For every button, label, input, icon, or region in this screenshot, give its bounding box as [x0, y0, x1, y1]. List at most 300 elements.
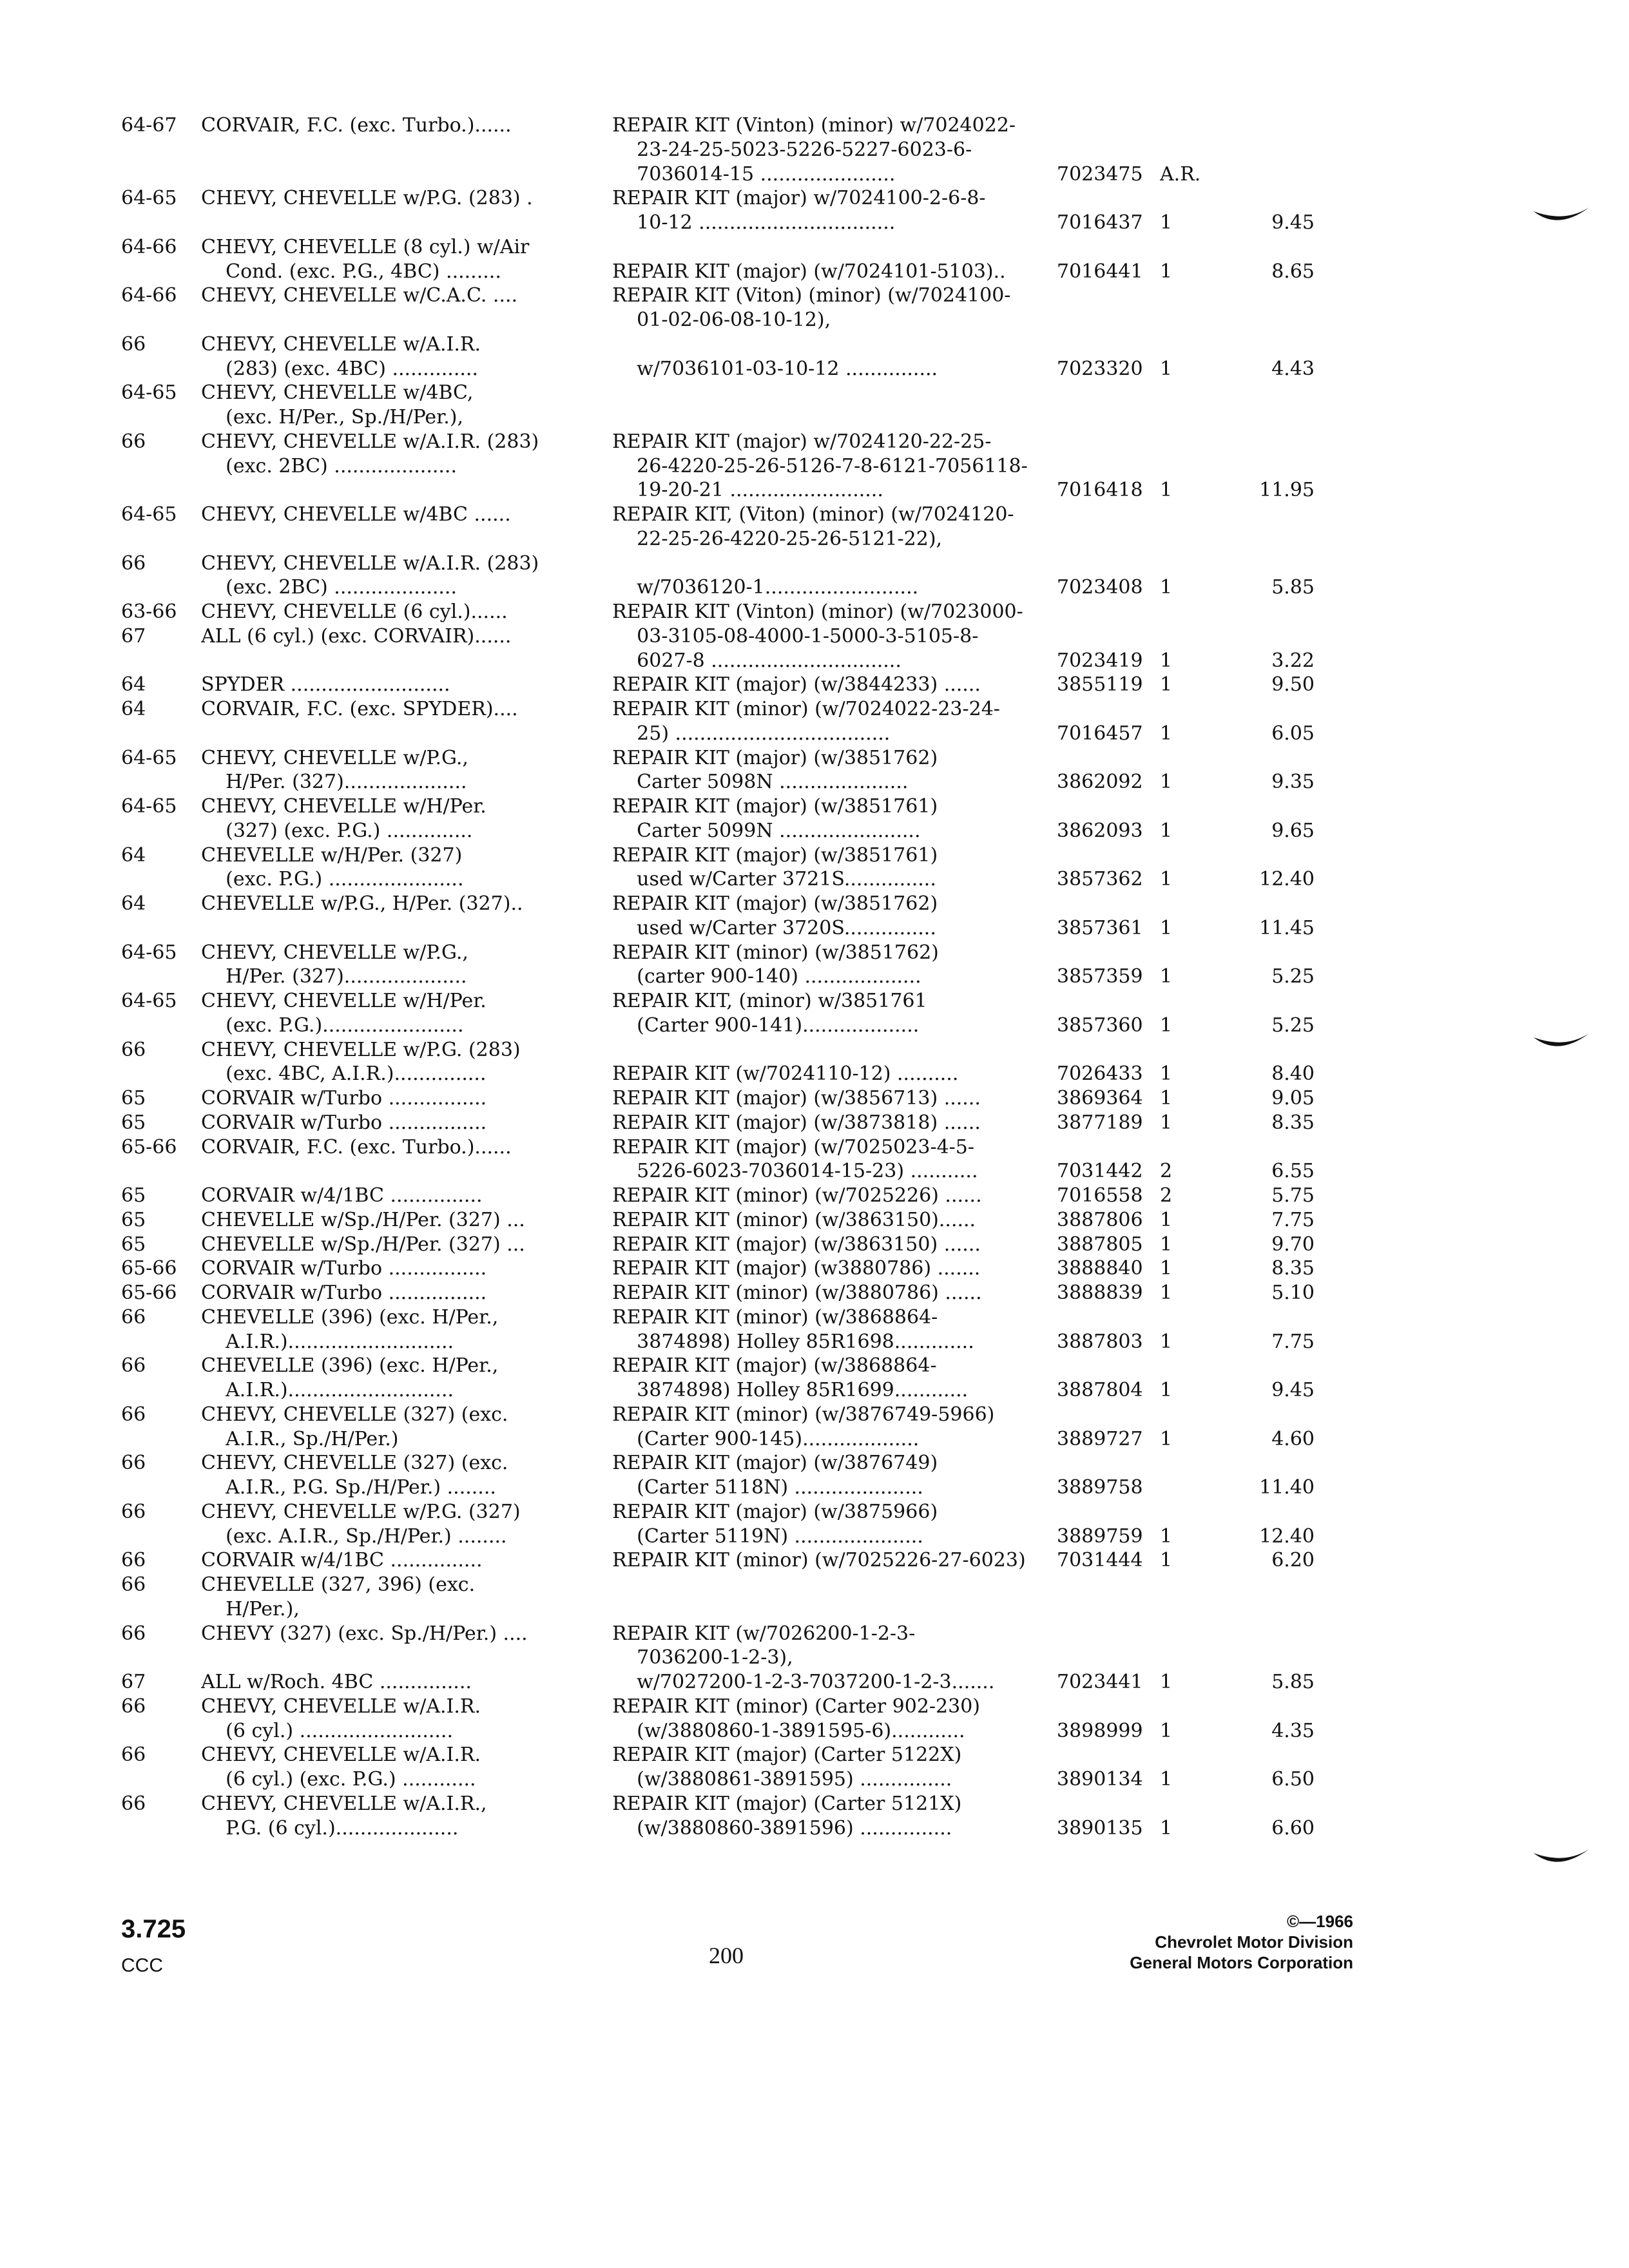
- table-row: [0, 478, 1629, 502]
- entry-quantity: 2: [1160, 1184, 1173, 1207]
- entry-description: w/7036101-03-10-12 ...............: [612, 358, 938, 380]
- table-row: [0, 1719, 1629, 1743]
- entry-model: SPYDER ..........................: [201, 673, 450, 696]
- entry-description: Carter 5099N .......................: [612, 820, 921, 842]
- entry-price: 6.20: [1271, 1549, 1315, 1571]
- entry-year: 66: [121, 1354, 146, 1377]
- entry-year: 66: [121, 1744, 146, 1766]
- entry-description: 03-3105-08-4000-1-5000-3-5105-8-: [612, 625, 979, 648]
- division-name: Chevrolet Motor Division: [1155, 1932, 1353, 1952]
- entry-model: Cond. (exc. P.G., 4BC) .........: [201, 260, 501, 283]
- entry-year: 64: [121, 844, 146, 867]
- entry-description: REPAIR KIT (major) (w/7024101-5103)..: [612, 260, 1006, 283]
- entry-year: 66: [121, 1306, 146, 1329]
- entry-price: 9.70: [1271, 1233, 1315, 1256]
- entry-part-number: 3869364: [1057, 1087, 1143, 1110]
- entry-year: 65: [121, 1087, 146, 1110]
- entry-part-number: 3887804: [1057, 1379, 1143, 1401]
- table-row: [0, 503, 1629, 526]
- entry-description: REPAIR KIT (major) (w/3851761): [612, 844, 938, 867]
- entry-part-number: 7016558: [1057, 1184, 1143, 1207]
- entry-price: 6.05: [1271, 722, 1315, 745]
- entry-year: 66: [121, 552, 146, 575]
- entry-part-number: 7031444: [1057, 1549, 1143, 1571]
- entry-model: CORVAIR w/Turbo ................: [201, 1111, 487, 1134]
- entry-year: 64-65: [121, 747, 177, 769]
- table-row: [0, 1111, 1629, 1135]
- entry-description: 01-02-06-08-10-12),: [612, 309, 831, 331]
- entry-price: 6.60: [1271, 1817, 1315, 1840]
- entry-model: CORVAIR, F.C. (exc. SPYDER)....: [201, 698, 518, 720]
- entry-model: (6 cyl.) (exc. P.G.) ............: [201, 1768, 476, 1791]
- entry-part-number: 7016418: [1057, 479, 1143, 501]
- entry-model: CHEVY, CHEVELLE w/P.G.,: [201, 747, 468, 769]
- entry-model: CHEVELLE w/P.G., H/Per. (327)..: [201, 892, 523, 915]
- entry-model: CHEVY, CHEVELLE w/A.I.R. (283): [201, 430, 539, 453]
- entry-year: 65-66: [121, 1257, 177, 1280]
- table-row: [0, 916, 1629, 940]
- entry-description: REPAIR KIT (minor) (w/3863150)......: [612, 1209, 976, 1231]
- entry-description: 7036200-1-2-3),: [612, 1646, 793, 1669]
- entry-year: 66: [121, 1695, 146, 1718]
- entry-quantity: 1: [1160, 211, 1173, 234]
- entry-model: CHEVY, CHEVELLE w/4BC,: [201, 381, 474, 404]
- entry-description: REPAIR KIT (minor) (w/3876749-5966): [612, 1403, 995, 1426]
- table-row: [0, 381, 1629, 405]
- table-row: [0, 1135, 1629, 1159]
- entry-price: 9.50: [1271, 673, 1315, 696]
- entry-part-number: 3877189: [1057, 1111, 1143, 1134]
- entry-model: (283) (exc. 4BC) ..............: [201, 358, 478, 380]
- entry-model: CHEVELLE w/H/Per. (327): [201, 844, 463, 867]
- entry-year: 63-66: [121, 601, 177, 623]
- table-row: [0, 1014, 1629, 1037]
- entry-price: 6.50: [1271, 1768, 1315, 1791]
- entry-description: (Carter 900-141)...................: [612, 1014, 920, 1037]
- table-row: [0, 819, 1629, 843]
- entry-price: 8.35: [1271, 1111, 1315, 1134]
- entry-description: REPAIR KIT (major) (w/3844233) ......: [612, 673, 981, 696]
- entry-year: 64: [121, 892, 146, 915]
- table-row: [0, 284, 1629, 307]
- entry-price: 5.85: [1271, 576, 1315, 599]
- table-row: [0, 332, 1629, 356]
- entry-quantity: 2: [1160, 1160, 1173, 1182]
- entry-model: CHEVELLE w/Sp./H/Per. (327) ...: [201, 1233, 525, 1256]
- entry-model: (exc. 2BC) ....................: [201, 455, 458, 477]
- table-row: [0, 1354, 1629, 1378]
- entry-part-number: 7023475: [1057, 163, 1143, 186]
- table-row: [0, 1670, 1629, 1694]
- entry-model: CHEVY, CHEVELLE w/P.G. (327): [201, 1501, 521, 1523]
- entry-year: 64-66: [121, 236, 177, 258]
- table-row: [0, 1622, 1629, 1646]
- entry-description: w/7036120-1.........................: [612, 576, 919, 599]
- entry-part-number: 3888840: [1057, 1257, 1143, 1280]
- table-row: [0, 1256, 1629, 1280]
- entry-model: (327) (exc. P.G.) ..............: [201, 820, 473, 842]
- entry-model: CHEVY, CHEVELLE w/A.I.R.: [201, 1695, 481, 1718]
- entry-description: 22-25-26-4220-25-26-5121-22),: [612, 528, 943, 550]
- table-row: [0, 794, 1629, 818]
- table-row: [0, 746, 1629, 770]
- entry-model: CHEVY, CHEVELLE w/A.I.R. (283): [201, 552, 539, 575]
- entry-model: A.I.R.)...........................: [201, 1331, 454, 1353]
- entry-description: REPAIR KIT, (minor) w/3851761: [612, 990, 927, 1012]
- entry-description: REPAIR KIT (major) (Carter 5122X): [612, 1744, 962, 1766]
- entry-model: CHEVY, CHEVELLE (6 cyl.)......: [201, 601, 508, 623]
- entry-model: CORVAIR w/Turbo ................: [201, 1087, 487, 1110]
- entry-model: ALL (6 cyl.) (exc. CORVAIR)......: [201, 625, 512, 648]
- corporation-name: General Motors Corporation: [1130, 1953, 1353, 1972]
- entry-quantity: 1: [1160, 1087, 1173, 1110]
- entry-price: 4.35: [1271, 1720, 1315, 1742]
- table-row: [0, 1233, 1629, 1256]
- entry-part-number: 7016457: [1057, 722, 1143, 745]
- table-row: [0, 1403, 1629, 1427]
- entry-quantity: A.R.: [1160, 163, 1201, 186]
- entry-model: CHEVELLE (396) (exc. H/Per.,: [201, 1354, 499, 1377]
- entry-description: REPAIR KIT (major) (Carter 5121X): [612, 1792, 962, 1815]
- entry-description: REPAIR KIT (major) (w/3851761): [612, 795, 938, 818]
- margin-mark-icon: [1532, 1847, 1590, 1872]
- entry-quantity: 1: [1160, 1379, 1173, 1401]
- entry-year: 64-66: [121, 284, 177, 307]
- entry-quantity: 1: [1160, 1768, 1173, 1791]
- table-row: [0, 770, 1629, 794]
- entry-description: REPAIR KIT (minor) (w/7025226) ......: [612, 1184, 982, 1207]
- table-row: [0, 1208, 1629, 1232]
- entry-model: CORVAIR, F.C. (exc. Turbo.)......: [201, 1136, 512, 1158]
- entry-description: REPAIR KIT (major) w/7024120-22-25-: [612, 430, 992, 453]
- table-row: [0, 1062, 1629, 1086]
- entry-year: 66: [121, 1403, 146, 1426]
- entry-model: A.I.R., Sp./H/Per.): [201, 1428, 399, 1450]
- entry-part-number: 3887806: [1057, 1209, 1143, 1231]
- entry-description: REPAIR KIT (major) (w/3851762): [612, 892, 938, 915]
- entry-quantity: 1: [1160, 722, 1173, 745]
- entry-model: CHEVY, CHEVELLE w/A.I.R.,: [201, 1792, 487, 1815]
- entry-quantity: 1: [1160, 260, 1173, 283]
- entry-model: H/Per. (327)....................: [201, 965, 467, 988]
- entry-model: CHEVY, CHEVELLE (327) (exc.: [201, 1403, 508, 1426]
- entry-price: 12.40: [1259, 868, 1315, 890]
- entry-quantity: 1: [1160, 576, 1173, 599]
- entry-description: w/7027200-1-2-3-7037200-1-2-3.......: [612, 1671, 995, 1693]
- table-row: [0, 260, 1629, 284]
- entry-price: 9.45: [1271, 1379, 1315, 1401]
- entry-year: 65: [121, 1233, 146, 1256]
- entry-year: 66: [121, 1792, 146, 1815]
- entry-part-number: 7031442: [1057, 1160, 1143, 1182]
- entry-price: 5.75: [1271, 1184, 1315, 1207]
- entry-quantity: 1: [1160, 673, 1173, 696]
- table-row: [0, 1767, 1629, 1791]
- entry-quantity: 1: [1160, 649, 1173, 672]
- entry-description: REPAIR KIT (minor) (w/7025226-27-6023): [612, 1549, 1026, 1571]
- entry-part-number: 3862093: [1057, 820, 1143, 842]
- table-row: [0, 1451, 1629, 1475]
- table-row: [0, 843, 1629, 867]
- entry-model: CHEVY, CHEVELLE w/C.A.C. ....: [201, 284, 518, 307]
- entry-quantity: 1: [1160, 1282, 1173, 1304]
- entry-quantity: 1: [1160, 1331, 1173, 1353]
- table-row: [0, 941, 1629, 965]
- table-row: [0, 989, 1629, 1013]
- entry-year: 64-65: [121, 990, 177, 1012]
- entry-model: CHEVY, CHEVELLE w/P.G.,: [201, 941, 468, 964]
- entry-year: 65: [121, 1209, 146, 1231]
- entry-price: 11.40: [1259, 1476, 1315, 1499]
- table-row: [0, 138, 1629, 162]
- entry-model: CHEVY, CHEVELLE w/A.I.R.: [201, 1744, 481, 1766]
- entry-year: 64: [121, 673, 146, 696]
- entry-description: 5226-6023-7036014-15-23) ...........: [612, 1160, 978, 1182]
- table-row: [0, 673, 1629, 697]
- entry-year: 66: [121, 1452, 146, 1474]
- entry-price: 9.65: [1271, 820, 1315, 842]
- table-row: [0, 722, 1629, 745]
- entry-model: A.I.R., P.G. Sp./H/Per.) ........: [201, 1476, 496, 1499]
- entry-year: 66: [121, 1501, 146, 1523]
- entry-quantity: 1: [1160, 917, 1173, 939]
- entry-model: (exc. A.I.R., Sp./H/Per.) ........: [201, 1525, 507, 1548]
- entry-model: (exc. 4BC, A.I.R.)...............: [201, 1062, 487, 1085]
- table-row: [0, 1792, 1629, 1816]
- entry-part-number: 3889759: [1057, 1525, 1143, 1548]
- entry-year: 64-67: [121, 114, 177, 137]
- table-row: [0, 357, 1629, 381]
- entry-price: 5.10: [1271, 1282, 1315, 1304]
- entry-description: REPAIR KIT (minor) (Carter 902-230): [612, 1695, 981, 1718]
- table-row: [0, 1573, 1629, 1597]
- entry-description: REPAIR KIT (major) (w/3856713) ......: [612, 1087, 981, 1110]
- copyright-year: ©—1966: [1287, 1912, 1353, 1931]
- entry-year: 67: [121, 625, 146, 648]
- table-row: [0, 624, 1629, 648]
- entry-model: CHEVELLE (327, 396) (exc.: [201, 1573, 476, 1596]
- entry-quantity: 1: [1160, 771, 1173, 793]
- entry-model: CORVAIR w/4/1BC ...............: [201, 1184, 483, 1207]
- entry-part-number: 7023320: [1057, 358, 1143, 380]
- entry-price: 8.35: [1271, 1257, 1315, 1280]
- table-row: [0, 211, 1629, 235]
- table-row: [0, 1816, 1629, 1840]
- table-row: [0, 1597, 1629, 1621]
- entry-model: (exc. 2BC) ....................: [201, 576, 458, 599]
- entry-year: 65: [121, 1184, 146, 1207]
- table-row: [0, 1427, 1629, 1451]
- table-row: [0, 649, 1629, 673]
- entry-description: REPAIR KIT (w/7024110-12) ..........: [612, 1062, 959, 1085]
- table-row: [0, 162, 1629, 186]
- entry-part-number: 3887803: [1057, 1331, 1143, 1353]
- entry-price: 9.05: [1271, 1087, 1315, 1110]
- entry-part-number: 3857361: [1057, 917, 1143, 939]
- entry-year: 66: [121, 1039, 146, 1061]
- entry-model: (exc. H/Per., Sp./H/Per.),: [201, 406, 463, 428]
- table-row: [0, 527, 1629, 551]
- entry-price: 5.25: [1271, 1014, 1315, 1037]
- entry-model: (6 cyl.) .........................: [201, 1720, 453, 1742]
- entry-price: 3.22: [1271, 649, 1315, 672]
- table-row: [0, 405, 1629, 429]
- entry-price: 5.25: [1271, 965, 1315, 988]
- table-row: [0, 1646, 1629, 1669]
- entry-description: 23-24-25-5023-5226-5227-6023-6-: [612, 139, 972, 161]
- entry-model: CHEVY, CHEVELLE w/P.G. (283): [201, 1039, 521, 1061]
- entry-quantity: 1: [1160, 1014, 1173, 1037]
- entry-part-number: 3890134: [1057, 1768, 1143, 1791]
- table-row: [0, 454, 1629, 478]
- table-row: [0, 1743, 1629, 1767]
- entry-year: 64-65: [121, 795, 177, 818]
- entry-quantity: 1: [1160, 1257, 1173, 1280]
- entry-description: REPAIR KIT (major) (w/3851762): [612, 747, 938, 769]
- entry-part-number: 3890135: [1057, 1817, 1143, 1840]
- entry-quantity: 1: [1160, 965, 1173, 988]
- table-row: [0, 113, 1629, 137]
- entry-model: CORVAIR w/Turbo ................: [201, 1257, 487, 1280]
- entry-description: REPAIR KIT, (Viton) (minor) (w/7024120-: [612, 503, 1014, 526]
- entry-quantity: 1: [1160, 1525, 1173, 1548]
- entry-part-number: 3889727: [1057, 1428, 1143, 1450]
- entry-description: REPAIR KIT (Vinton) (minor) (w/7023000-: [612, 601, 1023, 623]
- table-row: [0, 1378, 1629, 1402]
- entry-model: CHEVY, CHEVELLE w/P.G. (283) .: [201, 187, 533, 209]
- entry-model: (exc. P.G.) ......................: [201, 868, 464, 890]
- entry-description: 10-12 ................................: [612, 211, 896, 234]
- entry-price: 9.35: [1271, 771, 1315, 793]
- entry-model: H/Per.),: [201, 1598, 300, 1620]
- entry-year: 64: [121, 698, 146, 720]
- entry-model: P.G. (6 cyl.)....................: [201, 1817, 459, 1840]
- entry-quantity: 1: [1160, 1233, 1173, 1256]
- entry-description: REPAIR KIT (w/7026200-1-2-3-: [612, 1622, 916, 1645]
- entry-model: (exc. P.G.).......................: [201, 1014, 464, 1037]
- table-row: [0, 552, 1629, 575]
- table-row: [0, 430, 1629, 454]
- entry-description: REPAIR KIT (minor) (w/3868864-: [612, 1306, 938, 1329]
- entry-year: 64-65: [121, 187, 177, 209]
- entry-part-number: 3888839: [1057, 1282, 1143, 1304]
- entry-model: CORVAIR w/Turbo ................: [201, 1282, 487, 1304]
- table-row: [0, 308, 1629, 332]
- entry-part-number: 7016437: [1057, 211, 1143, 234]
- entry-year: 66: [121, 1622, 146, 1645]
- entry-description: REPAIR KIT (Viton) (minor) (w/7024100-: [612, 284, 1011, 307]
- entry-model: CHEVY, CHEVELLE (8 cyl.) w/Air: [201, 236, 530, 258]
- entry-year: 66: [121, 430, 146, 453]
- table-row: [0, 892, 1629, 916]
- entry-price: 11.45: [1259, 917, 1315, 939]
- entry-model: CHEVY, CHEVELLE w/A.I.R.: [201, 333, 481, 356]
- table-row: [0, 1281, 1629, 1305]
- entry-model: CHEVELLE (396) (exc. H/Per.,: [201, 1306, 499, 1329]
- entry-description: Carter 5098N .....................: [612, 771, 909, 793]
- table-row: [0, 186, 1629, 210]
- entry-model: CHEVY (327) (exc. Sp./H/Per.) ....: [201, 1622, 528, 1645]
- entry-description: used w/Carter 3720S...............: [612, 917, 936, 939]
- entry-quantity: 1: [1160, 1817, 1173, 1840]
- entry-quantity: 1: [1160, 1111, 1173, 1134]
- entry-year: 64-65: [121, 941, 177, 964]
- entry-part-number: 3898999: [1057, 1720, 1143, 1742]
- entry-year: 67: [121, 1671, 146, 1693]
- entry-part-number: 7026433: [1057, 1062, 1143, 1085]
- entry-model: CHEVY, CHEVELLE w/4BC ......: [201, 503, 511, 526]
- entry-price: 11.95: [1259, 479, 1315, 501]
- entry-description: (w/3880861-3891595) ...............: [612, 1768, 952, 1791]
- entry-price: 4.43: [1271, 358, 1315, 380]
- entry-description: 6027-8 ...............................: [612, 649, 901, 672]
- entry-model: CHEVY, CHEVELLE (327) (exc.: [201, 1452, 508, 1474]
- entry-description: (carter 900-140) ...................: [612, 965, 921, 988]
- entry-price: 6.55: [1271, 1160, 1315, 1182]
- entry-description: (Carter 5118N) .....................: [612, 1476, 923, 1499]
- entry-description: 19-20-21 .........................: [612, 479, 883, 501]
- entry-description: 3874898) Holley 85R1698.............: [612, 1331, 974, 1353]
- entry-quantity: 1: [1160, 1428, 1173, 1450]
- entry-quantity: 1: [1160, 1671, 1173, 1693]
- entry-year: 64-65: [121, 503, 177, 526]
- entry-description: REPAIR KIT (Vinton) (minor) w/7024022-: [612, 114, 1016, 137]
- entry-description: (Carter 5119N) .....................: [612, 1525, 923, 1548]
- entry-year: 66: [121, 1573, 146, 1596]
- entry-part-number: 3857359: [1057, 965, 1143, 988]
- entry-description: (Carter 900-145)...................: [612, 1428, 920, 1450]
- entry-quantity: 1: [1160, 820, 1173, 842]
- entry-description: REPAIR KIT (major) (w/3875966): [612, 1501, 938, 1523]
- entry-part-number: 3887805: [1057, 1233, 1143, 1256]
- table-row: [0, 1038, 1629, 1062]
- entry-model: CORVAIR, F.C. (exc. Turbo.)......: [201, 114, 512, 137]
- entry-price: 8.40: [1271, 1062, 1315, 1085]
- entry-part-number: 3862092: [1057, 771, 1143, 793]
- footer-code: CCC: [121, 1955, 163, 1976]
- entry-price: 4.60: [1271, 1428, 1315, 1450]
- entry-quantity: 1: [1160, 868, 1173, 890]
- entry-price: 12.40: [1259, 1525, 1315, 1548]
- entry-part-number: 3857360: [1057, 1014, 1143, 1037]
- table-row: [0, 1500, 1629, 1524]
- table-row: [0, 575, 1629, 599]
- table-row: [0, 1305, 1629, 1329]
- entry-description: REPAIR KIT (major) w/7024100-2-6-8-: [612, 187, 986, 209]
- table-row: [0, 1330, 1629, 1354]
- entry-price: 7.75: [1271, 1209, 1315, 1231]
- entry-model: CORVAIR w/4/1BC ...............: [201, 1549, 483, 1571]
- entry-description: REPAIR KIT (major) (w/3868864-: [612, 1354, 937, 1377]
- entry-part-number: 7023441: [1057, 1671, 1143, 1693]
- entry-part-number: 3889758: [1057, 1476, 1143, 1499]
- entry-part-number: 3855119: [1057, 673, 1143, 696]
- entry-year: 64-65: [121, 381, 177, 404]
- entry-model: A.I.R.)...........................: [201, 1379, 454, 1401]
- margin-mark-icon: [1532, 205, 1590, 231]
- entry-description: 26-4220-25-26-5126-7-8-6121-7056118-: [612, 455, 1028, 477]
- table-row: [0, 965, 1629, 988]
- table-row: [0, 1184, 1629, 1207]
- entry-price: 7.75: [1271, 1331, 1315, 1353]
- entry-year: 65-66: [121, 1282, 177, 1304]
- entry-model: ALL w/Roch. 4BC ...............: [201, 1671, 472, 1693]
- entry-price: 8.65: [1271, 260, 1315, 283]
- table-row: [0, 1086, 1629, 1110]
- table-row: [0, 867, 1629, 891]
- entry-quantity: 1: [1160, 358, 1173, 380]
- table-row: [0, 1548, 1629, 1572]
